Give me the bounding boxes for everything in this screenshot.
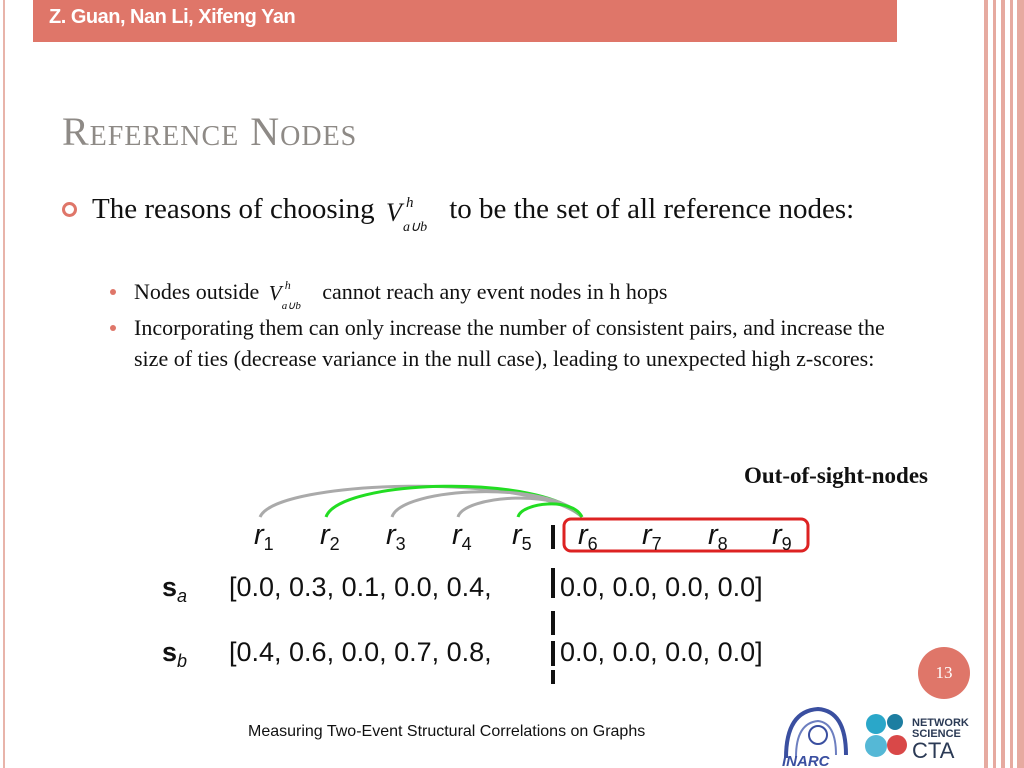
sub-bullet-item: Nodes outside V h a∪b cannot reach any event nodes in h hops	[108, 276, 888, 307]
page-number-badge: 13	[918, 647, 970, 699]
sb-values-left: [0.4, 0.6, 0.0, 0.7, 0.8,	[229, 637, 492, 667]
sb-label: $s_b$	[162, 637, 188, 671]
sa-label: $s_a$	[162, 572, 188, 606]
r-label-7: $r_7$	[642, 519, 662, 554]
left-border-line	[3, 0, 5, 768]
bullet-dot-icon	[110, 325, 116, 331]
separator-marks	[551, 525, 555, 684]
network-science-cta-logo	[862, 712, 977, 762]
math-v-h-aub-small: V h a∪b	[268, 278, 301, 312]
svg-text:CTA: CTA	[912, 738, 955, 762]
r-label-6: $r_6$	[578, 519, 598, 554]
r-labels-group	[254, 519, 792, 554]
sa-values-right: 0.0, 0.0, 0.0, 0.0]	[560, 572, 763, 602]
arc-1-6	[260, 486, 582, 517]
bullet-ring-icon	[62, 202, 77, 217]
r-label-8: $r_8$	[708, 519, 728, 554]
svg-text:INARC: INARC	[782, 753, 830, 768]
r-label-9: $r_9$	[772, 519, 792, 554]
bullet-dot-icon	[110, 289, 116, 295]
r-label-5: $r_5$	[512, 519, 532, 554]
sub-bullet-item: Incorporating them can only increase the number of consistent pairs, and increase the size of ties (decrease variance in the null case), leading to unexpected high z-scores:	[108, 312, 888, 374]
r-label-3: $r_3$	[386, 519, 406, 554]
math-v-h-aub: V h a∪b	[385, 195, 428, 235]
arcs-group	[260, 486, 582, 517]
svg-text:NETWORK: NETWORK	[912, 717, 969, 729]
inarc-logo	[778, 703, 852, 768]
vector-diagram	[150, 465, 830, 690]
r-label-4: $r_4$	[452, 519, 472, 554]
footer-title: Measuring Two-Event Structural Correlations on Graphs	[248, 723, 646, 740]
sub-bullet-list	[108, 276, 888, 379]
authors-text: Z. Guan, Nan Li, Xifeng Yan	[49, 6, 296, 28]
out-of-sight-label: Out-of-sight-nodes	[744, 463, 929, 488]
main-bullet-text: The reasons of choosing V h a∪b to be the set of all reference nodes:	[92, 190, 872, 228]
svg-text:SCIENCE: SCIENCE	[912, 728, 961, 740]
r-label-1: $r_1$	[254, 519, 274, 554]
r-label-2: $r_2$	[320, 519, 340, 554]
arc-2-6	[326, 486, 582, 517]
sb-values-right: 0.0, 0.0, 0.0, 0.0]	[560, 637, 763, 667]
sa-values-left: [0.0, 0.3, 0.1, 0.0, 0.4,	[229, 572, 492, 602]
slide-title: Reference Nodes	[62, 109, 358, 154]
header-banner	[33, 0, 897, 42]
right-decorative-stripes	[984, 0, 1024, 768]
